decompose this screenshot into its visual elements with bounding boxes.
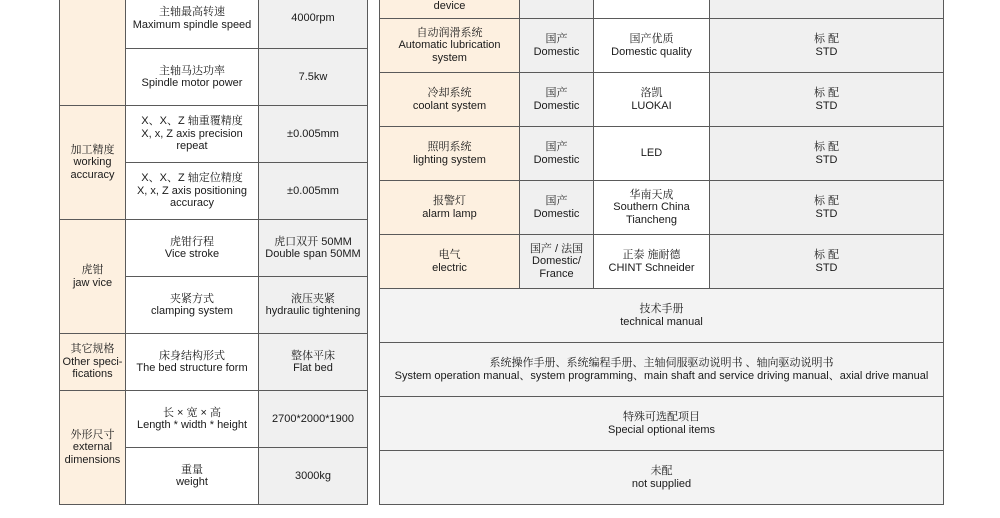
category-zh: 外形尺寸 [70,428,115,441]
origin-zh: 国产 [545,87,568,99]
param-zh: 床身结构形式 [159,349,225,362]
param-cell [126,106,259,163]
value-text: 7.5kw [298,70,328,83]
brand-en: LED [640,147,663,160]
value-cell [259,163,368,220]
param-en: The bed structure form [136,362,248,374]
origin-zh: 国产 [545,141,568,153]
value-text: ±0.005mm [287,184,339,197]
param-en: Maximum spindle speed [132,18,252,31]
config-cell [710,19,944,73]
category-en: working accuracy [70,156,115,181]
param-en: Spindle motor power [141,77,243,89]
param-cell [126,391,259,448]
item-cell [380,181,520,235]
category-cell [60,106,126,220]
param-zh: X、X、Z 轴定位精度 [141,172,243,185]
origin-en: Domestic [533,99,580,112]
param-en: Length * width * height [136,419,248,431]
param-zh: 主轴最高转速 [159,6,225,18]
config-en: STD [815,261,838,274]
table-row [380,73,944,127]
param-cell [126,220,259,277]
section-header [380,397,944,451]
item-zh: 报警灯 [433,195,466,207]
section-header [380,289,944,343]
table-row [380,289,944,343]
brand-zh: 国产优质 [629,33,674,45]
value-cell [259,391,368,448]
item-cell [380,235,520,289]
origin-en: Domestic [533,45,580,58]
param-cell [126,49,259,106]
value-cell [259,448,368,505]
param-zh: 夹紧方式 [170,292,214,305]
value-text: 整体平床 Flat bed [291,349,335,374]
table-row [380,235,944,289]
category-cell [60,391,126,505]
item-cell [380,127,520,181]
value-text: 2700*2000*1900 [272,412,354,425]
value-cell [259,220,368,277]
value-cell [259,0,368,49]
table-row [380,0,944,19]
value-text: 3000kg [294,469,332,482]
table-row [380,397,944,451]
value-text: 虎口双开 50MM Double span 50MM [265,235,361,260]
config-cell [710,127,944,181]
config-zh: 标 配 [813,195,840,207]
brand-cell [594,235,710,289]
table-row [380,451,944,505]
param-zh: 长 × 宽 × 高 [162,406,222,419]
table-row [60,106,368,163]
section-en: Special optional items [607,423,715,436]
param-en: weight [176,476,208,488]
origin-cell [520,0,594,19]
category-en: Other speci-fications [62,355,123,381]
table-row [380,343,944,397]
item-cell [380,19,520,73]
item-zh: 电气 [438,249,461,261]
value-cell [259,277,368,334]
config-en: STD [815,153,838,166]
brand-en: Southern China Tiancheng [613,201,690,226]
value-text: 4000rpm [291,12,335,25]
config-zh: 标 配 [813,141,840,153]
brand-zh: 华南天成 [629,188,674,201]
value-cell [259,106,368,163]
item-en: device [433,0,466,12]
config-cell [710,235,944,289]
brand-en: LUOKAI [631,99,672,112]
category-zh: 虎钳 [81,264,104,276]
item-en: alarm lamp [422,207,477,220]
origin-cell [520,127,594,181]
section-content [380,451,944,505]
table-row [380,19,944,73]
origin-zh: 国产 [545,33,568,45]
config-zh: 标 配 [813,87,840,99]
item-cell [380,73,520,127]
brand-cell [594,19,710,73]
configuration-table [379,0,944,505]
category-en: external dimensions [64,441,121,466]
table-row [60,220,368,277]
brand-cell [594,73,710,127]
category-cell [60,220,126,334]
config-cell [710,181,944,235]
param-en: Vice stroke [164,248,220,260]
brand-cell [594,181,710,235]
brand-en: Domestic quality [611,45,692,58]
config-en: STD [815,207,838,220]
config-zh: 标 配 [813,33,840,45]
brand-cell [594,0,710,19]
table-row [380,181,944,235]
section-en: System operation manual、system programming、main shaft and service driving manual、axial drive manual [394,369,929,382]
table-row [60,0,368,49]
origin-cell [520,19,594,73]
item-zh: 自动润滑系统 [416,26,483,39]
param-zh: 主轴马达功率 [159,64,225,77]
item-zh: 冷却系统 [427,87,472,99]
value-cell [259,49,368,106]
machine-spec-table [59,0,368,505]
item-en: Automatic lubrication system [398,39,501,64]
item-cell [380,0,520,19]
config-zh: 标 配 [813,249,840,261]
origin-cell [520,73,594,127]
origin-en: Domestic [533,207,580,220]
origin-cell [520,235,594,289]
param-zh: X、X、Z 轴重覆精度 [141,115,243,128]
section-en: not supplied [631,477,692,490]
config-en: STD [815,45,838,58]
origin-zh: 国产 / 法国 [529,242,584,255]
config-cell [710,0,944,19]
value-text: ±0.005mm [287,127,339,140]
param-zh: 重量 [181,463,203,476]
table-row [60,391,368,448]
section-zh: 系统操作手册、系统编程手册、主轴伺服驱动说明书 、轴向驱动说明书 [489,357,834,369]
section-zh: 未配 [650,465,673,477]
value-text: 液压夹紧 hydraulic tightening [265,292,361,317]
section-zh: 特殊可选配项目 [623,411,700,423]
param-en: X, x, Z axis positioning accuracy [136,184,248,210]
section-en: technical manual [620,315,703,328]
param-en: clamping system [151,305,233,317]
param-cell [126,0,259,49]
brand-zh: 正泰 施耐德 [622,249,681,261]
table-row [380,127,944,181]
item-en: lighting system [413,153,486,166]
table-row [60,334,368,391]
item-en: electric [432,261,467,274]
param-cell [126,163,259,220]
config-en: STD [815,99,838,112]
item-en: coolant system [412,99,487,112]
config-cell [710,73,944,127]
section-content [380,343,944,397]
brand-zh: 洛凯 [640,87,663,99]
brand-en: CHINT Schneider [608,261,695,274]
section-zh: 技术手册 [639,303,684,315]
category-zh: 加工精度 [70,143,115,156]
param-en: X, x, Z axis precision repeat [141,127,243,153]
param-cell [126,448,259,505]
origin-cell [520,181,594,235]
category-en: jaw vice [72,276,113,289]
item-zh: 照明系统 [427,141,472,153]
param-cell [126,334,259,391]
value-cell [259,334,368,391]
category-cell [60,0,126,106]
param-cell [126,277,259,334]
param-zh: 虎钳行程 [170,235,214,248]
brand-cell [594,127,710,181]
category-zh: 其它规格 [70,343,115,356]
origin-en: Domestic [533,153,580,166]
origin-en: Domestic/ France [532,255,581,280]
category-cell [60,334,126,391]
origin-zh: 国产 [545,195,568,207]
